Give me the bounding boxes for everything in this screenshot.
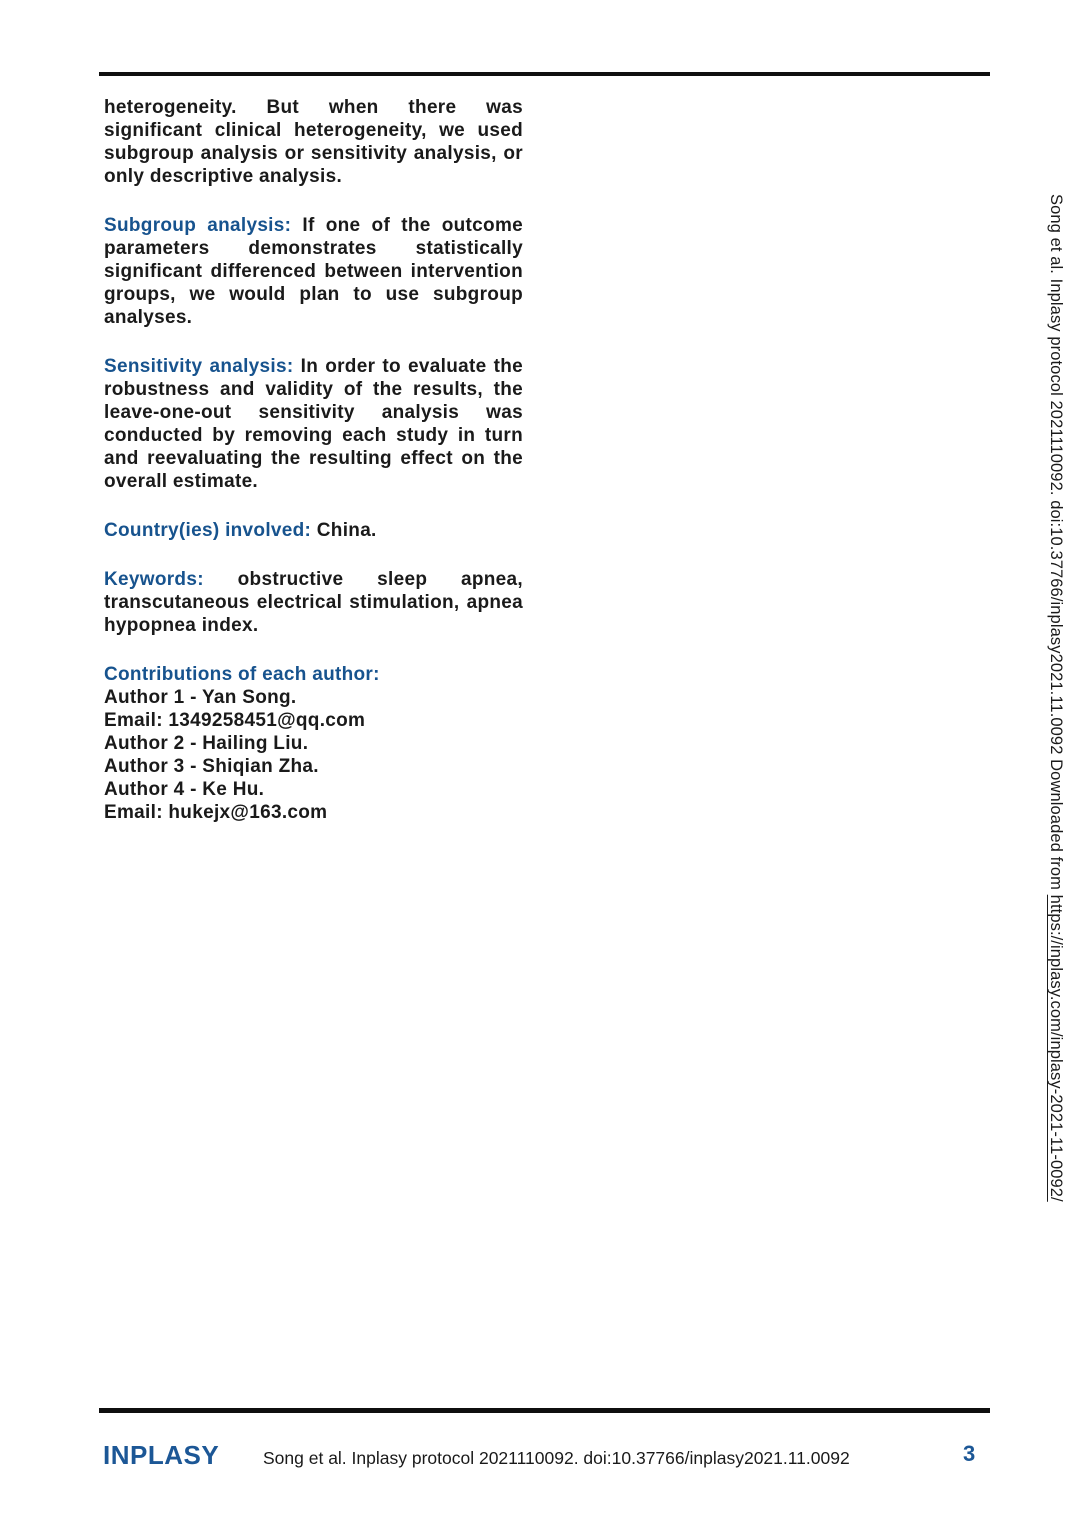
section-label-subgroup: Subgroup analysis:: [104, 215, 292, 236]
section-countries-involved: [104, 519, 523, 542]
contribution-line: Email: hukejx@163.com: [104, 802, 328, 823]
section-text-keywords: obstructive sleep apnea, transcutaneous electrical stimulation, apnea hypopnea index.: [104, 569, 523, 636]
side-citation: [1046, 194, 1066, 1202]
section-sensitivity-analysis: [104, 355, 523, 493]
section-text-subgroup: If one of the outcome parameters demonstrates statistically significant differenced between intervention groups, we would plan to use subgroup analyses.: [104, 215, 523, 328]
contribution-line: Author 2 - Hailing Liu.: [104, 733, 309, 754]
contributions-block: [104, 663, 523, 824]
contribution-line: Author 1 - Yan Song.: [104, 687, 297, 708]
contribution-line: Email: 1349258451@qq.com: [104, 710, 366, 731]
section-text-countries: China.: [316, 520, 377, 541]
contribution-line: Author 3 - Shiqian Zha.: [104, 756, 319, 777]
section-keywords: [104, 568, 523, 637]
side-citation-text: Song et al. Inplasy protocol 2021110092. doi:10.37766/inplasy2021.11.0092 Downloaded from: [1047, 194, 1065, 895]
section-label-sensitivity: Sensitivity analysis:: [104, 356, 294, 377]
page-number: 3: [963, 1441, 976, 1466]
top-rule: [99, 72, 990, 76]
footer-rule: [99, 1408, 990, 1413]
contribution-line: Author 4 - Ke Hu.: [104, 779, 265, 800]
article-body: [104, 96, 523, 824]
section-label-countries: Country(ies) involved:: [104, 520, 312, 541]
contributions-heading: Contributions of each author:: [104, 664, 380, 685]
section-text-sensitivity: In order to evaluate the robustness and validity of the results, the leave-one-out sensitivity analysis was conducted by removing each study in turn and reevaluating the resulting effect on the overall estimate.: [104, 356, 523, 492]
side-citation-link[interactable]: https://inplasy.com/inplasy-2021-11-0092/: [1047, 894, 1065, 1202]
intro-paragraph: heterogeneity. But when there was significant clinical heterogeneity, we used subgroup analysis or sensitivity analysis, or only descriptive analysis.: [104, 97, 523, 187]
inplasy-logo: INPLASY: [103, 1440, 220, 1470]
section-subgroup-analysis: [104, 214, 523, 329]
footer-citation: Song et al. Inplasy protocol 2021110092. doi:10.37766/inplasy2021.11.0092: [263, 1448, 850, 1468]
section-label-keywords: Keywords:: [104, 569, 204, 590]
